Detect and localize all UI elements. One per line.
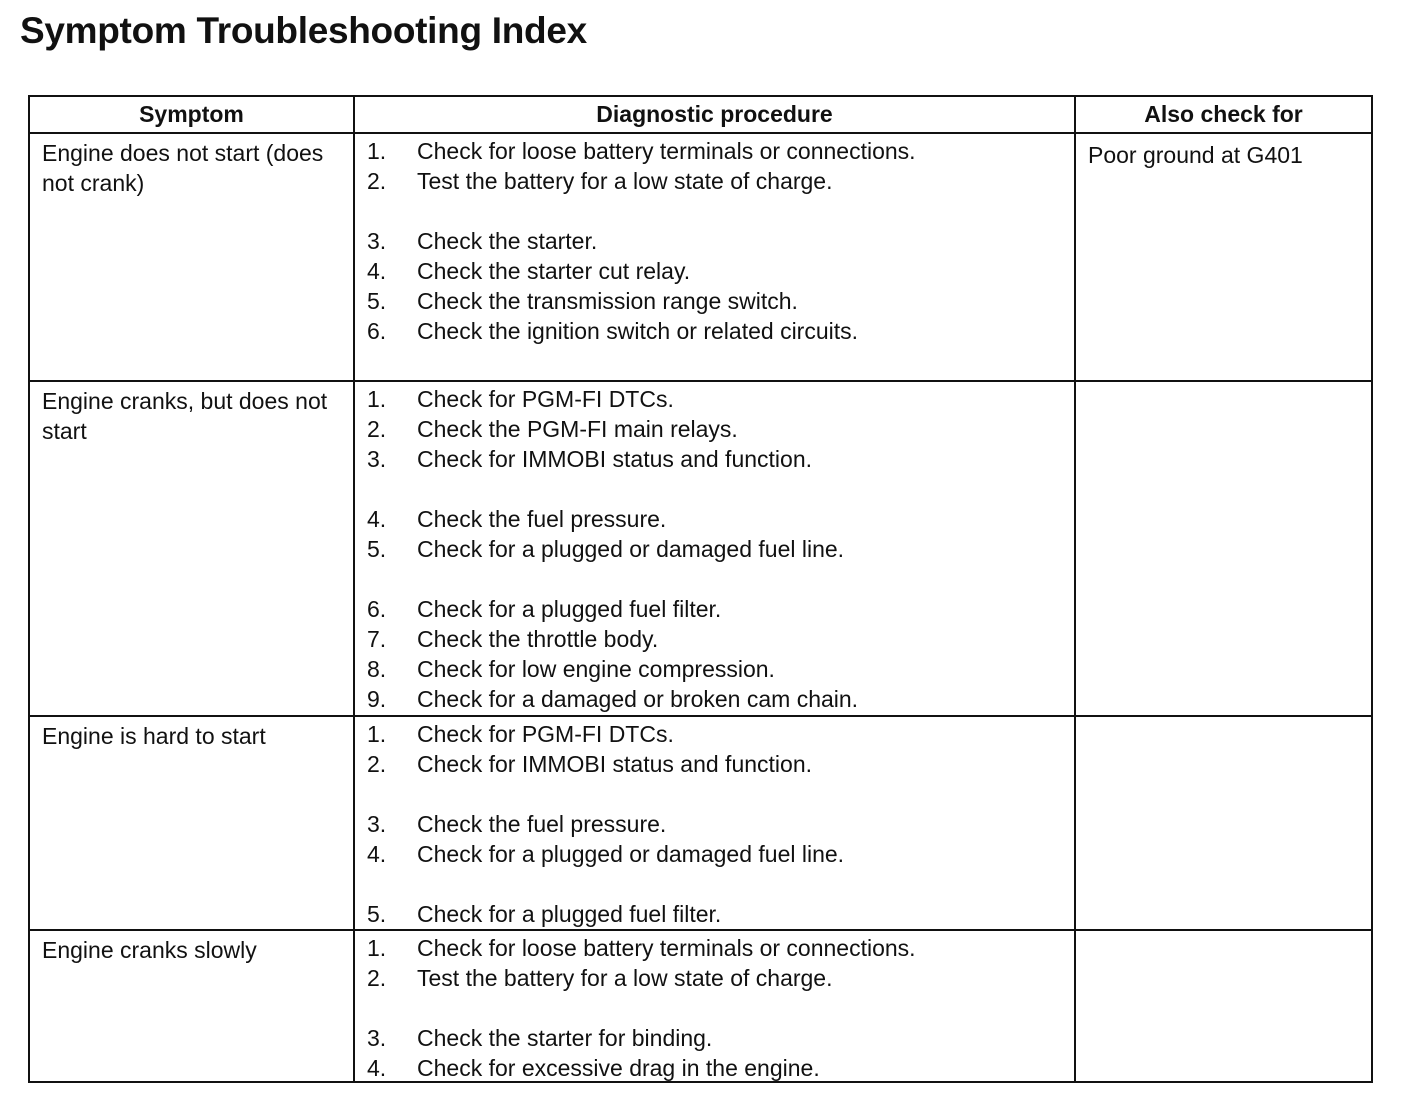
step-text: Check the PGM-FI main relays. (417, 416, 738, 442)
table-row (30, 717, 1371, 931)
procedure-step (367, 624, 1074, 654)
also-check-cell: Poor ground at G401 (1088, 142, 1303, 168)
procedure-step (367, 594, 1074, 624)
step-number: 2. (367, 168, 387, 194)
procedure-step (367, 933, 1074, 963)
procedure-step (367, 136, 1074, 166)
procedure-step (367, 1053, 1074, 1083)
step-text: Check for IMMOBI status and function. (417, 751, 812, 777)
procedure-cell (355, 931, 1076, 1083)
procedure-step (367, 414, 1074, 444)
step-text: Check for a plugged fuel filter. (417, 901, 722, 927)
procedure-step (367, 286, 1074, 316)
step-number: 2. (367, 416, 387, 442)
procedure-cell (355, 382, 1076, 715)
procedure-step (367, 226, 1074, 256)
step-number: 6. (367, 596, 387, 622)
page-title: Symptom Troubleshooting Index (20, 10, 587, 51)
procedure-cell (355, 717, 1076, 929)
procedure-step (367, 504, 1074, 534)
step-text: Check for loose battery terminals or connections. (417, 935, 916, 961)
step-text: Check the transmission range switch. (417, 288, 798, 314)
step-number: 1. (367, 386, 387, 412)
step-text: Check the fuel pressure. (417, 811, 667, 837)
step-number: 4. (367, 1055, 387, 1081)
also-check-cell (1076, 717, 1371, 929)
symptom-cell: Engine cranks slowly (30, 931, 355, 1083)
procedure-step (367, 1023, 1074, 1053)
step-number: 5. (367, 288, 387, 314)
procedure-step (367, 719, 1074, 749)
step-number: 3. (367, 811, 387, 837)
step-number: 3. (367, 228, 387, 254)
step-text: Check for low engine compression. (417, 656, 775, 682)
step-text: Check for IMMOBI status and function. (417, 446, 812, 472)
step-number: 4. (367, 258, 387, 284)
also-check-cell (1076, 382, 1371, 715)
procedure-step (367, 899, 1074, 929)
procedure-step (367, 444, 1074, 474)
procedure-step (367, 684, 1074, 714)
symptom-cell: Engine does not start (does not crank) (30, 134, 355, 380)
step-number: 3. (367, 446, 387, 472)
step-text: Check for excessive drag in the engine. (417, 1055, 820, 1081)
table-row (30, 931, 1371, 1081)
step-number: 1. (367, 721, 387, 747)
step-text: Check for a plugged or damaged fuel line. (417, 536, 845, 562)
step-text: Check for PGM-FI DTCs. (417, 721, 674, 747)
step-number: 2. (367, 751, 387, 777)
step-text: Check the fuel pressure. (417, 506, 667, 532)
step-text: Test the battery for a low state of charge. (417, 965, 833, 991)
table-row (30, 382, 1371, 717)
step-text: Check for a damaged or broken cam chain. (417, 686, 859, 712)
troubleshooting-table (28, 95, 1373, 1083)
step-text: Check for loose battery terminals or connections. (417, 138, 916, 164)
step-number: 6. (367, 318, 387, 344)
step-number: 5. (367, 901, 387, 927)
procedure-step (367, 316, 1074, 346)
procedure-step (367, 749, 1074, 779)
symptom-cell: Engine is hard to start (30, 717, 355, 929)
step-text: Check the starter cut relay. (417, 258, 691, 284)
step-text: Check the ignition switch or related circuits. (417, 318, 859, 344)
step-number: 5. (367, 536, 387, 562)
step-number: 1. (367, 935, 387, 961)
also-check-cell (1076, 931, 1371, 1083)
procedure-cell (355, 134, 1076, 380)
step-text: Check for a plugged fuel filter. (417, 596, 722, 622)
step-number: 3. (367, 1025, 387, 1051)
step-number: 2. (367, 965, 387, 991)
step-number: 1. (367, 138, 387, 164)
procedure-step (367, 654, 1074, 684)
header-diagnostic-procedure: Diagnostic procedure (355, 97, 1076, 132)
symptom-cell: Engine cranks, but does not start (30, 382, 355, 715)
table-header-row (30, 97, 1371, 134)
header-also-check-for: Also check for (1144, 101, 1303, 127)
step-text: Check for a plugged or damaged fuel line. (417, 841, 845, 867)
step-text: Check for PGM-FI DTCs. (417, 386, 674, 412)
step-number: 4. (367, 506, 387, 532)
procedure-step (367, 384, 1074, 414)
procedure-step (367, 166, 1074, 196)
procedure-step (367, 809, 1074, 839)
procedure-step (367, 963, 1074, 993)
step-text: Test the battery for a low state of charge. (417, 168, 833, 194)
step-number: 8. (367, 656, 387, 682)
table-row (30, 134, 1371, 382)
step-number: 9. (367, 686, 387, 712)
header-symptom: Symptom (30, 97, 355, 132)
procedure-step (367, 256, 1074, 286)
step-text: Check the starter for binding. (417, 1025, 713, 1051)
procedure-step (367, 839, 1074, 869)
step-number: 4. (367, 841, 387, 867)
step-number: 7. (367, 626, 387, 652)
step-text: Check the throttle body. (417, 626, 659, 652)
step-text: Check the starter. (417, 228, 598, 254)
procedure-step (367, 534, 1074, 564)
